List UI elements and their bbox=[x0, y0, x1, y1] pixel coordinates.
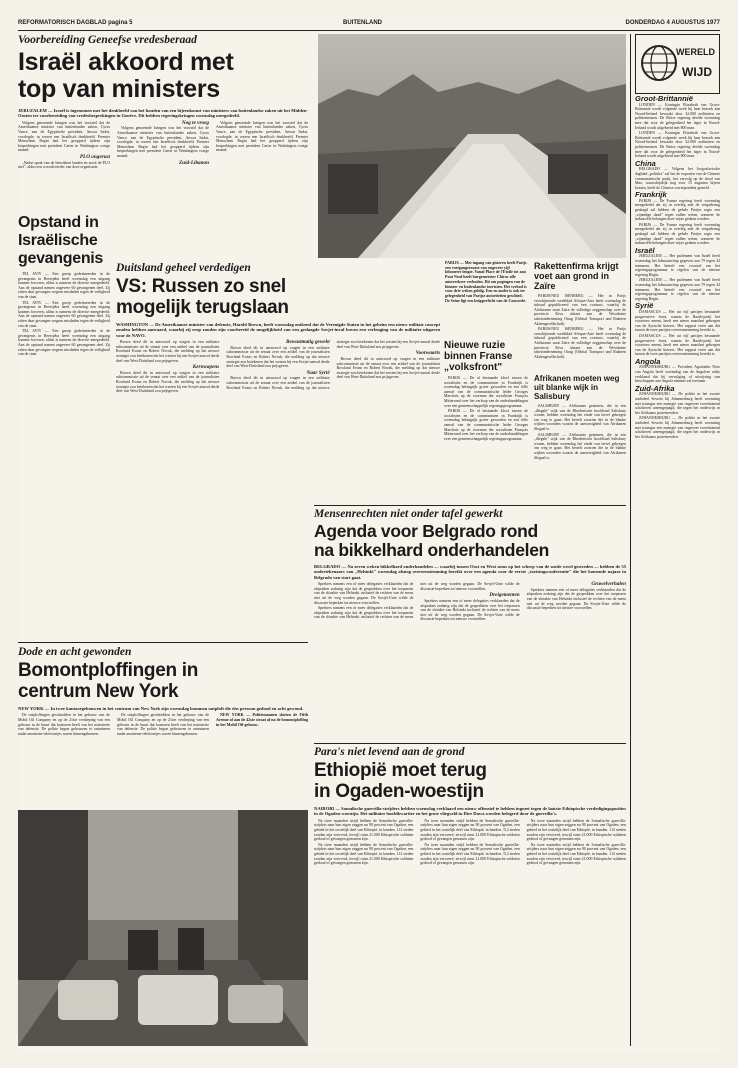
sidebar-divider bbox=[630, 34, 631, 1046]
headline-line-1: VS: Russen zo snel bbox=[116, 276, 286, 297]
headline-line-2: in Ogaden-woestijn bbox=[314, 781, 484, 802]
article-belgrado bbox=[314, 508, 626, 740]
headline-line-1: Agenda voor Belgrado rond bbox=[314, 521, 538, 541]
section-title: BUITENLAND bbox=[343, 20, 382, 26]
lead-paragraph: NEW YORK — In twee kantoorgebouwen in het centrum van New York zijn woensdag bommen ontploft die één persoon gedood en acht gewond. bbox=[18, 706, 304, 711]
headline-line-2: top van ministers bbox=[18, 75, 220, 103]
headline: Rakettenfirma krijgt voet aan grond in Zaïre bbox=[534, 261, 619, 291]
sidebar-title-frankrijk: Frankrijk bbox=[635, 190, 667, 200]
sidebar-wereld-wijd bbox=[635, 34, 720, 1046]
article-raketten bbox=[534, 261, 626, 371]
divider bbox=[314, 505, 626, 506]
sidebar-title-zuid-afrika: Zuid-Afrika bbox=[635, 383, 675, 393]
photo-new-york-street bbox=[18, 810, 308, 1046]
headline: Opstand in Israëlische gevangenis bbox=[18, 214, 104, 267]
article-body: TEL AVIV — Een groep gedetineerden in de gevangenis in Beersjeba heeft woensdag een uitgang kunnen forceren, aldus is namens de directie meegedeeld. Aan de opstand namen ongeveer 60 gevangenen deel. Zij zitten daar gevangen wegens misdaden tegen de veiligheid van de staat. TEL AVIV — Een groep gedetineerden in de gevangenis in Beersjeba heeft woensdag een uitgang kunnen forceren, aldus is namens de directie meegedeeld. Aan de opstand namen ongeveer 60 gevangenen deel. Zij zitten daar gevangen wegens misdaden tegen de veiligheid van de staat. TEL AVIV — Een groep gedetineerden in de gevangenis in Beersjeba heeft woensdag een uitgang kunnen forceren, aldus is namens de directie meegedeeld. Aan de opstand namen ongeveer 60 gevangenen deel. Zij zitten daar gevangen wegens misdaden tegen de veiligheid van de staat. bbox=[18, 272, 110, 357]
article-gevangenis bbox=[18, 214, 110, 376]
masthead bbox=[18, 18, 720, 31]
divider bbox=[18, 642, 308, 643]
headline: Nieuwe ruzie binnen Franse „volksfront" bbox=[444, 340, 513, 373]
article-body: Sprekers namens een of meer delegaties verklaarden dat de afspraken zodanig zijn dat de gesprekken over het toepassen van de slotakte van Helsinki inclusief de rechten van de mens niet uit de weg worden gegaan. De Sovjet-Unie wilde de discussie beperken tot nieuwe voorstellen. Sprekers namens een of meer delegaties verklaarden dat de afspraken zodanig zijn dat de gesprekken over het toepassen van de slotakte van Helsinki inclusief de rechten van de mens niet uit de weg worden gegaan. De Sovjet-Unie wilde de discussie beperken tot nieuwe voorstellen. Dreigementen Sprekers namens een of meer delegaties verklaarden dat de afspraken zodanig zijn dat de gesprekken over het toepassen van de slotakte van Helsinki inclusief de rechten van de mens niet uit de weg worden gegaan. De Sovjet-Unie wilde de discussie beperken tot nieuwe voorstellen. Gruwelverhalen Sprekers namens een of meer delegaties verklaarden dat de afspraken zodanig zijn dat de gesprekken over het toepassen van de slotakte van Helsinki inclusief de rechten van de mens niet uit de weg worden gegaan. De Sovjet-Unie wilde de discussie beperken tot nieuwe voorstellen. bbox=[314, 581, 626, 622]
headline-line-1: Israël akkoord met bbox=[18, 48, 234, 76]
kicker: Voorbereiding Geneefse vredesberaad bbox=[18, 34, 197, 46]
article-frankrijk bbox=[444, 340, 528, 500]
lead-paragraph: BELGRADO — Na zeven weken bikkelhard onderhandelen — waarbij tussen Oost en West soms op het scherp van de snede werd gestreden — hebben de 35 ondertekenaars van „Helsinki" woensdag alsnog overeenstemming bereikt over een agenda voor de eerste „toetsingsconferentie" die het komende najaar in Belgrado van start gaat. bbox=[314, 564, 626, 580]
sidebar-title-israel: Israël bbox=[635, 245, 655, 255]
headline: Afrikanen moeten weg uit blanke wijk in Salisbury bbox=[534, 374, 620, 401]
lead-paragraph: JERUZALEM — Israël is ingenomen met het denkbeeld van het houden van een bijeenkomst van ministers van buitenlandse zaken uit het Midden-Oosten ter voorbereiding van vredesbesprekingen in Genève. Dit hebben regeringskringen woensdag meegedeeld. bbox=[18, 108, 308, 119]
logo-word-bottom: WIJD bbox=[682, 65, 712, 79]
headline-line-2: centrum New York bbox=[18, 681, 179, 702]
article-body: Brown deed dit in antwoord op vragen in een militaire subcommissie uit de senaat over een artikel van de journalisten Rowland Evans en Robert Novak, die melding op dat nieuwe strategie zou betekenen dat het westen bij een Sovjet-aanval derde deel van West-Duitsland zou prijsgeven. Kernwapens Brown deed dit in antwoord op vragen in een militaire subcommissie uit de senaat over een artikel van de journalisten Rowland Evans en Robert Novak, die melding op dat nieuwe strategie zou betekenen dat het westen bij een Sovjet-aanval derde deel van West-Duitsland zou prijsgeven. Bewustmatig gewekt Brown deed dit in antwoord op vragen in een militaire subcommissie uit de senaat over een artikel van de journalisten Rowland Evans en Robert Novak, die melding op dat nieuwe strategie zou betekenen dat het westen bij een Sovjet-aanval derde deel van West-Duitsland zou prijsgeven. Naar Syrië Brown deed dit in antwoord op vragen in een militaire subcommissie uit de senaat over een artikel van de journalisten Rowland Evans en Robert Novak, die melding op dat nieuwe strategie zou betekenen dat het westen bij een Sovjet-aanval derde deel van West-Duitsland zou prijsgeven. Voorwaarts Brown deed dit in antwoord op vragen in een militaire subcommissie uit de senaat over een artikel van de journalisten Rowland Evans en Robert Novak, die melding op dat nieuwe strategie zou betekenen dat het westen bij een Sovjet-aanval derde deel van West-Duitsland zou prijsgeven. bbox=[116, 339, 440, 394]
article-body: PARIJS — De al bestaande kloof tussen de socialisten en de communisten in Frankrijk is woensdag belangrijk groter geworden en een felle aanval van de communistische leider Georges Marchais op de voorman der socialisten François Mitterrand over het verloop van de onderhandelingen over een gemeenschappelijk regeringsprogramma. PARIJS — De al bestaande kloof tussen de socialisten en de communisten in Frankrijk is woensdag belangrijk groter geworden en een felle aanval van de communistische leider Georges Marchais op de voorman der socialisten François Mitterrand over het verloop van de onderhandelingen over een gemeenschappelijk regeringsprogramma. bbox=[444, 376, 528, 441]
sidebar-title-groot-brittannie: Groot-Brittannië bbox=[635, 94, 693, 103]
headline-line-1: Bomontploffingen in bbox=[18, 660, 199, 681]
lead-paragraph: NAIROBI — Somalische guerrilla-strijders hebben woensdag verklaard een nieuw offensief te hebben ingezet tegen de laatste Ethiopische verdedigingsposities in de Ogaden-woestijn. Het militaire hoofdkwartier en het grote vliegveld in Dire Dawa worden belegerd door de guerrilla's. bbox=[314, 806, 626, 817]
headline-line-2: na bikkelhard onderhandelen bbox=[314, 540, 550, 560]
photo-paris-caption: PARIJS — Met ingang van gisteren heeft Parijs een voetgangersoase van ongeveer vijf kilometer lengte. Vanaf Place de l'Étoile tot aan Pont Neuf heeft burgemeester Chirac alle autoverkeer verboden. Dit om pogingen van de binnen- en buitenlandse toeristen. Het verbod is voor drie weken geldig. Een en ander is ook ter gelegenheid van Parijse autoriteiten geschied. De Seine ligt een knipperlicht van de Concorde. bbox=[445, 261, 527, 303]
article-new-york bbox=[18, 646, 308, 806]
kicker: Mensenrechten niet onder tafel gewerkt bbox=[314, 508, 503, 520]
sidebar-logo bbox=[635, 34, 720, 94]
sidebar-title-china: China bbox=[635, 158, 656, 168]
article-body: SALISBURY — Afrikaanse gezinnen, die in een „illegale" wijk van de Rhodesische hoofdstad Salisbury wonen, hebben woensdag het einde van bevel gekregen om weg te gaan. Het betreft zwarten die in de blanke wijken woonden waarin de aanwezigheid van Afrikanen illegaal is. SALISBURY — Afrikaanse gezinnen, die in een „illegale" wijk van de Rhodesische hoofdstad Salisbury wonen, hebben woensdag het einde van bevel gekregen om weg te gaan. Het betreft zwarten die in de blanke wijken woonden waarin de aanwezigheid van Afrikanen illegaal is. bbox=[534, 404, 626, 460]
sidebar-title-angola: Angola bbox=[635, 356, 661, 366]
photo-paris-image bbox=[318, 34, 626, 258]
sidebar-items: Groot-Brittannië LONDEN — Koningin Elizabeth van Groot-Brittannië wordt volgende week bij haar bezoek aan Noord-Ierland bewaakt door 32.000 militairen en politiemensen. De Britse regering deelde woensdag mee dat voor de gelegenheid het leger in Noord-Ierland wordt uitgebreid met 800 man. LONDEN — Koningin Elizabeth van Groot-Brittannië wordt volgende week bij haar bezoek aan Noord-Ierland bewaakt door 32.000 militairen en politiemensen. De Britse regering deelde woensdag mee dat voor de gelegenheid het leger in Noord-Ierland wordt uitgebreid met 800 man. China BELGRADO — Volgens het Joegoslavische dagblad „politika" zal het de exporten van de Chinese communistische partij, het vervolg op de dood van Mao, waarschijnlijk nog voor 15 augustus bijeen komen, heeft de Chinese correspondent gemeld. Frankrijk PARIJS — De Franse regering heeft woensdag meegedeeld dat zij in overleg met de vergadering gedaagd zal hebben de gehele Parijse regio een „vijandige daad" tegen zullen weten, wanneer de industriële belangen deze wijze gedaan worden. PARIJS — De Franse regering heeft woensdag meegedeeld dat zij in overleg met de vergadering gedaagd zal hebben de gehele Parijse regio een „vijandige daad" tegen zullen weten, wanneer de industriële belangen deze wijze gedaan worden. Israël JERUZALEM — Het parlement van Israël heeft woensdag het lidmaatschap gegeven aan 79 tegen 34 stemmen. Het betreft een voorstel om het regeringsprogramma te regelen van de nieuwe regering Begin. JERUZALEM — Het parlement van Israël heeft woensdag het lidmaatschap gegeven aan 79 tegen 34 stemmen. Het betreft een voorstel om het regeringsprogramma te regelen van de nieuwe regering Begin. Syrië DAMASCUS — Het uit vijf partijen bestaande progressieve front, waarin de Baath-partij het voortouw neemt, heeft een nieuw manifest gekregen van de Syrische kiezers. Het rapport voert aan dat tussen de twee partijen overeenstemming bereikt is. DAMASCUS — Het uit vijf partijen bestaande progressieve front, waarin de Baath-partij het voortouw neemt, heeft een nieuw manifest gekregen van de Syrische kiezers. Het rapport voert aan dat tussen de twee partijen overeenstemming bereikt is. Angola JOHANNESBURG — President Agostinho Neto van Angola heeft woensdag van de Angolese radio verklaard dat hij vervulging of uitwijzing van bisschoppen aan Angola nimmer zal toestaan. Zuid-Afrika JOHANNESBURG — De politie in het zwarte stadsdeel Soweto bij Johannesburg heeft woensdag met traangas een menigte van ongeveer tweeduizend scholieren uiteengejaagd, die tegen het onderwijs in het Afrikaans protesteerden. JOHANNESBURG — De politie in het zwarte stadsdeel Soweto bij Johannesburg heeft woensdag met traangas een menigte van ongeveer tweeduizend scholieren uiteengejaagd, die tegen het onderwijs in het Afrikaans protesteerden. bbox=[635, 94, 720, 439]
article-israel bbox=[18, 34, 308, 210]
article-body: Volgens genoemde kringen was het voorstel dat de Amerikaanse minister van buitenlandse zaken, Cyrus Vance, aan de Egyptische president, Anwar Sadat, voorlegde, in wezen een Israëlisch denkbeeld. Premier Menachem Begin had het geopperd tijdens zijn besprekingen met president Carter in Washington vorige maand. PLO ongerust „Nadat sprak van de betrokken landen en nooit de PLO niet", aldus een woordvoerder van deze organisatie. Nog te vroeg Volgens genoemde kringen was het voorstel dat de Amerikaanse minister van buitenlandse zaken, Cyrus Vance, aan de Egyptische president, Anwar Sadat, voorlegde, in wezen een Israëlisch denkbeeld. Premier Menachem Begin had het geopperd tijdens zijn besprekingen met president Carter in Washington vorige maand. Zuid-Libanon Volgens genoemde kringen was het voorstel dat de Amerikaanse minister van buitenlandse zaken, Cyrus Vance, aan de Egyptische president, Anwar Sadat, voorlegde, in wezen een Israëlisch denkbeeld. Premier Menachem Begin had het geopperd tijdens zijn besprekingen met president Carter in Washington vorige maand. bbox=[18, 119, 308, 170]
headline-line-2: mogelijk terugslaan bbox=[116, 297, 289, 318]
article-vs bbox=[116, 262, 440, 498]
kicker: Dode en acht gewonden bbox=[18, 646, 132, 658]
divider bbox=[314, 743, 626, 744]
article-body: PARIJS/NEU ISENBERG — Het in Parijs verschijnende weekblad Afrique-Asie heeft woensdag de inhoud gepubliceerd van een contract, waarbij de Afrikaanse staat Zaïre de volledige zeggenschap over de provincie Kivu afstaat aan de Westduitse raketonderneming Otrag (Orbital Transport und Raketen Aktiengesellschaft). PARIJS/NEU ISENBERG — Het in Parijs verschijnende weekblad Afrique-Asie heeft woensdag de inhoud gepubliceerd van een contract, waarbij de Afrikaanse staat Zaïre de volledige zeggenschap over de provincie Kivu afstaat aan de Westduitse raketonderneming Otrag (Orbital Transport und Raketen Aktiengesellschaft). bbox=[534, 294, 626, 359]
newspaper-page bbox=[18, 18, 720, 1052]
lead-paragraph: WASHINGTON — De Amerikaanse minister van defensie, Harold Brown, heeft woensdag ontkend dat de Verenigde Staten in het geheim een nieuw militair concept zouden hebben aanvaard, waarbij zij erop zouden zijn voorbereid de mogelijkheid van een geslaagde Sovjet-inval boven een verlenging van de militaire uitgaven voor de NAVO. bbox=[116, 322, 440, 338]
photo-new-york-image bbox=[18, 810, 308, 1046]
photo-paris-seine bbox=[318, 34, 626, 258]
kicker: Para's niet levend aan de grond bbox=[314, 746, 465, 758]
masthead-date: DONDERDAG 4 AUGUSTUS 1977 bbox=[625, 20, 720, 26]
headline-line-1: Ethiopië moet terug bbox=[314, 760, 487, 781]
article-body: Na twee maanden strijd hebben de Somalische guerrilla-strijders naar hun eigen zeggen nu 90 procent van Ogaden, een gebied in het oostelijk deel van Ethiopië, in handen. 112 steden zouden zijn veroverd, terwijl ruim 21.000 Ethiopische soldaten gedood of gevangen genomen zijn. Na twee maanden strijd hebben de Somalische guerrilla-strijders naar hun eigen zeggen nu 90 procent van Ogaden, een gebied in het oostelijk deel van Ethiopië, in handen. 112 steden zouden zijn veroverd, terwijl ruim 21.000 Ethiopische soldaten gedood of gevangen genomen zijn. Na twee maanden strijd hebben de Somalische guerrilla-strijders naar hun eigen zeggen nu 90 procent van Ogaden, een gebied in het oostelijk deel van Ethiopië, in handen. 112 steden zouden zijn veroverd, terwijl ruim 21.000 Ethiopische soldaten gedood of gevangen genomen zijn. Na twee maanden strijd hebben de Somalische guerrilla-strijders naar hun eigen zeggen nu 90 procent van Ogaden, een gebied in het oostelijk deel van Ethiopië, in handen. 112 steden zouden zijn veroverd, terwijl ruim 21.000 Ethiopische soldaten gedood of gevangen genomen zijn. Na twee maanden strijd hebben de Somalische guerrilla-strijders naar hun eigen zeggen nu 90 procent van Ogaden, een gebied in het oostelijk deel van Ethiopië, in handen. 112 steden zouden zijn veroverd, terwijl ruim 21.000 Ethiopische soldaten gedood of gevangen genomen zijn. Na twee maanden strijd hebben de Somalische guerrilla-strijders naar hun eigen zeggen nu 90 procent van Ogaden, een gebied in het oostelijk deel van Ethiopië, in handen. 112 steden zouden zijn veroverd, terwijl ruim 21.000 Ethiopische soldaten gedood of gevangen genomen zijn. bbox=[314, 818, 626, 866]
masthead-left: REFORMATORISCH DAGBLAD pagina 5 bbox=[18, 20, 133, 26]
article-ethiopie bbox=[314, 746, 626, 1046]
article-afrikanen bbox=[534, 374, 626, 500]
article-body: De ontploffingen geschiedden in het gebouw van de Mobil Oil Company en op de 21ste verdieping van een gebouw in de buurt dat kantoren heeft van het ministerie van defensie. De politie begon gebouwen te ontruimen nadat anonieme telefoontjes waren binnengekomen. De ontploffingen geschiedden in het gebouw van de Mobil Oil Company en op de 21ste verdieping van een gebouw in de buurt dat kantoren heeft van het ministerie van defensie. De politie begon gebouwen te ontruimen nadat anonieme telefoontjes waren binnengekomen. NEW YORK — Politiemannen sluiten de Fifth Avenue af aan de 42ste straat af na de bomontploffing in het Mobil Oil-gebouw. bbox=[18, 712, 308, 736]
photo-ny-caption: NEW YORK — Politiemannen sluiten de Fifth Avenue af aan de 42ste straat af na de bomontploffing in het Mobil Oil-gebouw. bbox=[216, 712, 308, 727]
globe-icon bbox=[639, 43, 679, 83]
kicker: Duitsland geheel verdedigen bbox=[116, 262, 251, 274]
sidebar-title-syrie: Syrië bbox=[635, 301, 654, 311]
logo-word-top: WERELD bbox=[676, 47, 715, 57]
